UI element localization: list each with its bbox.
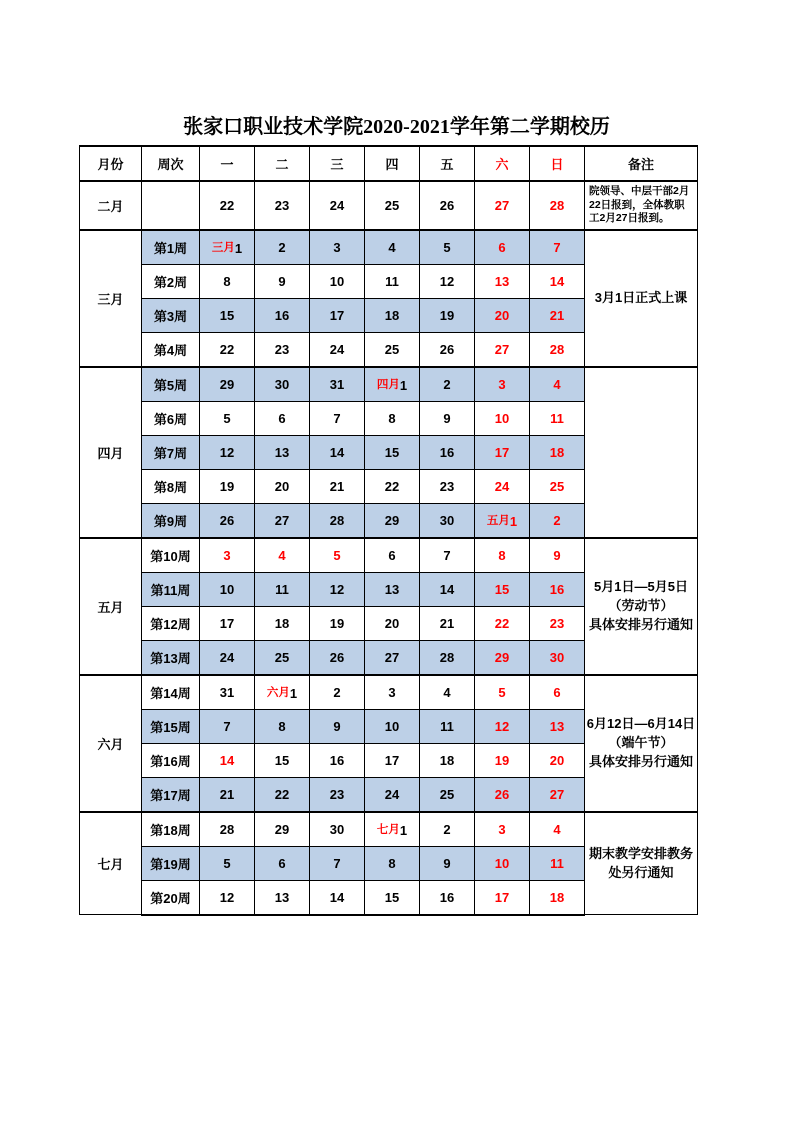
day-cell: 13 [255, 435, 310, 469]
table-row [80, 812, 698, 847]
day-cell: 4 [255, 538, 310, 573]
day-cell: 9 [420, 846, 475, 880]
day-cell: 25 [255, 640, 310, 675]
note-line: 6月12日—6月14日 [586, 716, 696, 732]
day-cell: 11 [420, 709, 475, 743]
week-label: 第19周 [142, 846, 200, 880]
day-cell: 17 [365, 743, 420, 777]
day-cell: 8 [365, 846, 420, 880]
day-cell: 5 [200, 846, 255, 880]
day-cell: 21 [200, 777, 255, 812]
day-cell: 27 [475, 181, 530, 230]
day-cell: 20 [255, 469, 310, 503]
day-cell: 4 [530, 812, 585, 847]
month-marker: 七月 [376, 823, 400, 836]
day-cell [255, 675, 310, 710]
header-day-sat: 六 [475, 146, 530, 181]
day-cell: 6 [255, 401, 310, 435]
day-cell: 26 [200, 503, 255, 538]
note-cell [585, 675, 698, 812]
day-cell: 2 [310, 675, 365, 710]
header-day-wed: 三 [310, 146, 365, 181]
day-cell: 21 [530, 298, 585, 332]
day-cell: 2 [420, 367, 475, 402]
day-cell: 21 [310, 469, 365, 503]
day-cell: 9 [255, 264, 310, 298]
day-cell: 8 [475, 538, 530, 573]
month-label: 二月 [80, 181, 142, 230]
day-cell: 27 [530, 777, 585, 812]
day-cell: 7 [310, 401, 365, 435]
month-marker: 三月 [211, 241, 235, 254]
day-cell: 24 [200, 640, 255, 675]
day-cell: 10 [310, 264, 365, 298]
month-label: 七月 [80, 812, 142, 915]
day-cell: 29 [365, 503, 420, 538]
header-note: 备注 [585, 146, 698, 181]
day-cell: 10 [365, 709, 420, 743]
header-day-fri: 五 [420, 146, 475, 181]
day-number: 1 [289, 685, 298, 701]
day-cell: 18 [255, 606, 310, 640]
day-cell: 4 [365, 230, 420, 265]
day-cell: 8 [200, 264, 255, 298]
day-cell: 28 [530, 332, 585, 367]
note-cell [585, 367, 698, 538]
day-cell: 23 [420, 469, 475, 503]
note-line: 院领导、中层干部2月22日报到，全体教职工2月27日报到。 [589, 185, 690, 225]
day-cell: 19 [475, 743, 530, 777]
day-cell: 14 [530, 264, 585, 298]
month-marker: 六月 [266, 686, 290, 699]
day-cell: 5 [420, 230, 475, 265]
note-line: 3月1日正式上课 [594, 290, 688, 305]
day-cell: 22 [475, 606, 530, 640]
day-cell: 12 [200, 880, 255, 915]
day-cell: 19 [310, 606, 365, 640]
day-cell: 18 [530, 880, 585, 915]
day-cell: 20 [365, 606, 420, 640]
header-week: 周次 [142, 146, 200, 181]
header-day-mon: 一 [200, 146, 255, 181]
day-number: 1 [399, 822, 408, 838]
note-line: 具体安排另行通知 [588, 616, 693, 632]
day-cell: 31 [200, 675, 255, 710]
week-label: 第9周 [142, 503, 200, 538]
day-cell: 29 [255, 812, 310, 847]
week-label: 第16周 [142, 743, 200, 777]
table-row [80, 675, 698, 710]
day-cell: 25 [365, 181, 420, 230]
academic-calendar-table [79, 145, 698, 916]
day-cell: 19 [200, 469, 255, 503]
day-cell: 8 [365, 401, 420, 435]
day-cell: 2 [420, 812, 475, 847]
day-cell: 23 [255, 181, 310, 230]
day-cell: 11 [530, 401, 585, 435]
header-month: 月份 [80, 146, 142, 181]
day-cell: 17 [200, 606, 255, 640]
day-cell: 16 [255, 298, 310, 332]
month-marker: 五月 [486, 514, 510, 527]
day-cell: 26 [475, 777, 530, 812]
day-cell: 25 [420, 777, 475, 812]
day-cell: 22 [200, 181, 255, 230]
week-label: 第20周 [142, 880, 200, 915]
month-label: 三月 [80, 230, 142, 367]
day-cell: 16 [420, 435, 475, 469]
day-cell: 9 [530, 538, 585, 573]
day-cell: 24 [310, 332, 365, 367]
day-cell: 11 [365, 264, 420, 298]
day-cell: 16 [310, 743, 365, 777]
day-cell: 7 [530, 230, 585, 265]
day-number: 1 [234, 240, 243, 256]
day-cell: 22 [365, 469, 420, 503]
week-label: 第2周 [142, 264, 200, 298]
day-cell: 29 [200, 367, 255, 402]
day-cell: 28 [310, 503, 365, 538]
note-line: 期末教学安排教务处另行通知 [588, 845, 693, 880]
day-cell: 13 [530, 709, 585, 743]
note-line: （端午节） [608, 735, 674, 750]
month-label: 六月 [80, 675, 142, 812]
day-cell: 27 [475, 332, 530, 367]
day-cell: 29 [475, 640, 530, 675]
day-cell: 21 [420, 606, 475, 640]
day-cell: 18 [420, 743, 475, 777]
day-cell: 20 [475, 298, 530, 332]
day-cell [365, 367, 420, 402]
day-cell: 10 [475, 401, 530, 435]
day-cell: 9 [420, 401, 475, 435]
day-cell: 15 [365, 435, 420, 469]
day-cell: 15 [365, 880, 420, 915]
note-cell [585, 181, 698, 230]
day-cell: 20 [530, 743, 585, 777]
month-label: 四月 [80, 367, 142, 538]
page-title: 张家口职业技术学院2020-2021学年第二学期校历 [183, 116, 610, 138]
day-cell: 23 [530, 606, 585, 640]
day-cell: 12 [475, 709, 530, 743]
day-cell: 30 [310, 812, 365, 847]
day-cell: 7 [420, 538, 475, 573]
day-cell: 27 [365, 640, 420, 675]
day-cell: 14 [310, 880, 365, 915]
day-cell: 14 [420, 572, 475, 606]
day-cell: 30 [530, 640, 585, 675]
note-cell [585, 230, 698, 367]
day-cell: 8 [255, 709, 310, 743]
day-cell [475, 503, 530, 538]
note-cell [585, 812, 698, 915]
day-cell: 18 [365, 298, 420, 332]
day-cell: 15 [200, 298, 255, 332]
table-header [80, 146, 698, 181]
day-cell: 26 [310, 640, 365, 675]
header-day-tue: 二 [255, 146, 310, 181]
day-cell: 18 [530, 435, 585, 469]
day-cell: 14 [200, 743, 255, 777]
week-label: 第10周 [142, 538, 200, 573]
week-label: 第7周 [142, 435, 200, 469]
note-cell [585, 538, 698, 675]
header-day-thu: 四 [365, 146, 420, 181]
header-day-sun: 日 [530, 146, 585, 181]
week-label: 第12周 [142, 606, 200, 640]
day-cell: 10 [200, 572, 255, 606]
week-label: 第4周 [142, 332, 200, 367]
day-cell: 16 [420, 880, 475, 915]
day-cell: 6 [255, 846, 310, 880]
day-cell: 31 [310, 367, 365, 402]
week-label [142, 181, 200, 230]
day-cell: 13 [365, 572, 420, 606]
day-cell: 3 [310, 230, 365, 265]
day-cell: 9 [310, 709, 365, 743]
week-label: 第15周 [142, 709, 200, 743]
day-cell: 22 [200, 332, 255, 367]
table-body [80, 181, 698, 915]
day-cell: 11 [255, 572, 310, 606]
day-cell: 25 [530, 469, 585, 503]
day-cell: 23 [255, 332, 310, 367]
month-marker: 四月 [376, 378, 400, 391]
day-cell: 22 [255, 777, 310, 812]
day-cell: 28 [200, 812, 255, 847]
day-cell: 2 [255, 230, 310, 265]
day-cell: 30 [255, 367, 310, 402]
day-cell: 5 [475, 675, 530, 710]
week-label: 第13周 [142, 640, 200, 675]
week-label: 第3周 [142, 298, 200, 332]
day-cell: 13 [255, 880, 310, 915]
day-cell: 14 [310, 435, 365, 469]
day-cell: 5 [310, 538, 365, 573]
day-cell: 13 [475, 264, 530, 298]
week-label: 第5周 [142, 367, 200, 402]
week-label: 第14周 [142, 675, 200, 710]
day-cell: 3 [200, 538, 255, 573]
day-cell: 3 [365, 675, 420, 710]
day-cell: 15 [475, 572, 530, 606]
day-cell [200, 230, 255, 265]
week-label: 第18周 [142, 812, 200, 847]
day-cell: 16 [530, 572, 585, 606]
day-cell: 6 [365, 538, 420, 573]
day-cell: 27 [255, 503, 310, 538]
note-line: 5月1日—5月5日 [594, 579, 688, 595]
day-cell: 26 [420, 332, 475, 367]
week-label: 第8周 [142, 469, 200, 503]
day-cell: 17 [475, 880, 530, 915]
day-cell: 17 [475, 435, 530, 469]
day-cell: 24 [310, 181, 365, 230]
day-cell: 11 [530, 846, 585, 880]
day-cell: 5 [200, 401, 255, 435]
table-row [80, 181, 698, 230]
day-cell: 12 [200, 435, 255, 469]
month-label: 五月 [80, 538, 142, 675]
day-cell: 26 [420, 181, 475, 230]
day-cell: 3 [475, 812, 530, 847]
day-cell: 30 [420, 503, 475, 538]
day-cell: 28 [420, 640, 475, 675]
day-cell: 17 [310, 298, 365, 332]
week-label: 第1周 [142, 230, 200, 265]
table-row [80, 230, 698, 265]
day-cell: 10 [475, 846, 530, 880]
day-cell: 25 [365, 332, 420, 367]
day-cell: 15 [255, 743, 310, 777]
day-cell: 24 [365, 777, 420, 812]
week-label: 第17周 [142, 777, 200, 812]
day-cell: 4 [530, 367, 585, 402]
day-cell: 12 [310, 572, 365, 606]
day-cell: 7 [310, 846, 365, 880]
day-cell: 4 [420, 675, 475, 710]
day-number: 1 [509, 513, 518, 529]
note-line: 具体安排另行通知 [588, 753, 693, 769]
table-row [80, 538, 698, 573]
week-label: 第6周 [142, 401, 200, 435]
day-cell: 19 [420, 298, 475, 332]
day-cell: 6 [475, 230, 530, 265]
week-label: 第11周 [142, 572, 200, 606]
day-cell: 12 [420, 264, 475, 298]
day-cell: 6 [530, 675, 585, 710]
day-number: 1 [399, 377, 408, 393]
day-cell: 23 [310, 777, 365, 812]
day-cell: 7 [200, 709, 255, 743]
day-cell: 3 [475, 367, 530, 402]
note-line: （劳动节） [608, 598, 674, 613]
day-cell [365, 812, 420, 847]
day-cell: 28 [530, 181, 585, 230]
day-cell: 24 [475, 469, 530, 503]
table-row [80, 367, 698, 402]
day-cell: 2 [530, 503, 585, 538]
